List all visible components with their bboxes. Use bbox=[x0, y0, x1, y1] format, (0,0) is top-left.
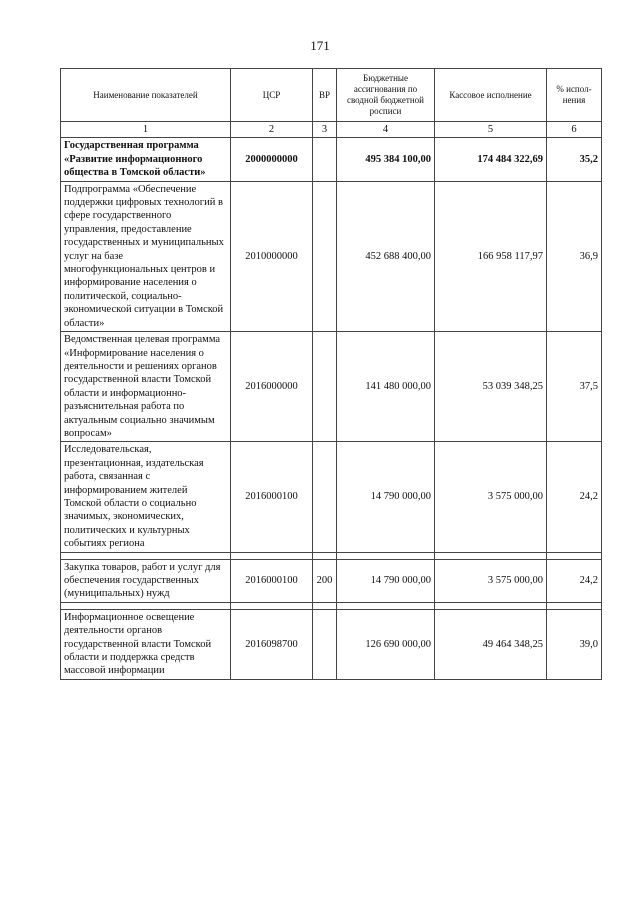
row-budget: 14 790 000,00 bbox=[337, 559, 435, 602]
row-percent: 39,0 bbox=[547, 609, 602, 679]
row-name: Закупка товаров, работ и услуг для обеспечения государственных (муниципальных) нужд bbox=[61, 559, 231, 602]
table-row-gap bbox=[61, 602, 602, 609]
column-number: 5 bbox=[435, 122, 547, 138]
row-vr bbox=[313, 442, 337, 552]
table-row bbox=[61, 609, 602, 679]
row-cash: 49 464 348,25 bbox=[435, 609, 547, 679]
row-cash: 53 039 348,25 bbox=[435, 332, 547, 442]
row-csr: 2016000100 bbox=[231, 442, 313, 552]
row-vr bbox=[313, 138, 337, 181]
row-budget: 141 480 000,00 bbox=[337, 332, 435, 442]
row-cash: 174 484 322,69 bbox=[435, 138, 547, 181]
row-budget: 452 688 400,00 bbox=[337, 181, 435, 331]
budget-execution-table bbox=[60, 68, 602, 680]
header-vr: ВР bbox=[313, 69, 337, 122]
row-name: Ведомственная целевая программа «Информирование населения о деятельности и решениях органов государственной власти Томской области и информационно-разъяснительная работа по актуальным социально значимым вопросам» bbox=[61, 332, 231, 442]
row-percent: 36,9 bbox=[547, 181, 602, 331]
row-budget: 495 384 100,00 bbox=[337, 138, 435, 181]
row-csr: 2016098700 bbox=[231, 609, 313, 679]
column-number-row bbox=[61, 122, 602, 138]
row-name: Государственная программа «Развитие информационного общества в Томской области» bbox=[61, 138, 231, 181]
header-csr: ЦСР bbox=[231, 69, 313, 122]
header-row bbox=[61, 69, 602, 122]
row-percent: 24,2 bbox=[547, 442, 602, 552]
column-number: 2 bbox=[231, 122, 313, 138]
row-percent: 24,2 bbox=[547, 559, 602, 602]
row-csr: 2016000000 bbox=[231, 332, 313, 442]
row-budget: 126 690 000,00 bbox=[337, 609, 435, 679]
row-vr bbox=[313, 609, 337, 679]
column-number: 1 bbox=[61, 122, 231, 138]
row-name: Исследовательская, презентационная, издательская работа, связанная с информированием жителей Томской области о социально значимых, экономических, политических и культурных событиях региона bbox=[61, 442, 231, 552]
table-row bbox=[61, 559, 602, 602]
row-percent: 37,5 bbox=[547, 332, 602, 442]
header-name: Наименование показателей bbox=[61, 69, 231, 122]
row-csr: 2010000000 bbox=[231, 181, 313, 331]
row-budget: 14 790 000,00 bbox=[337, 442, 435, 552]
table-row-gap bbox=[61, 552, 602, 559]
row-csr: 2000000000 bbox=[231, 138, 313, 181]
row-csr: 2016000100 bbox=[231, 559, 313, 602]
row-vr bbox=[313, 181, 337, 331]
column-number: 4 bbox=[337, 122, 435, 138]
row-cash: 166 958 117,97 bbox=[435, 181, 547, 331]
header-percent: % испол-нения bbox=[547, 69, 602, 122]
column-number: 6 bbox=[547, 122, 602, 138]
table-row bbox=[61, 181, 602, 331]
header-cash: Кассовое исполнение bbox=[435, 69, 547, 122]
table-row bbox=[61, 332, 602, 442]
row-name: Подпрограмма «Обеспечение поддержки цифровых технологий в сфере государственного управления, предоставление государственных и муниципальных услуг на базе многофункциональных центров и информирование населения о политической, социально-экономической ситуации в Томской области» bbox=[61, 181, 231, 331]
row-vr bbox=[313, 332, 337, 442]
row-vr: 200 bbox=[313, 559, 337, 602]
header-budget: Бюджетные ассигнования по сводной бюджетной росписи bbox=[337, 69, 435, 122]
table-row bbox=[61, 138, 602, 181]
table-row bbox=[61, 442, 602, 552]
column-number: 3 bbox=[313, 122, 337, 138]
row-cash: 3 575 000,00 bbox=[435, 442, 547, 552]
page-number: 171 bbox=[310, 38, 330, 53]
row-percent: 35,2 bbox=[547, 138, 602, 181]
row-name: Информационное освещение деятельности органов государственной власти Томской области и поддержка средств массовой информации bbox=[61, 609, 231, 679]
row-cash: 3 575 000,00 bbox=[435, 559, 547, 602]
